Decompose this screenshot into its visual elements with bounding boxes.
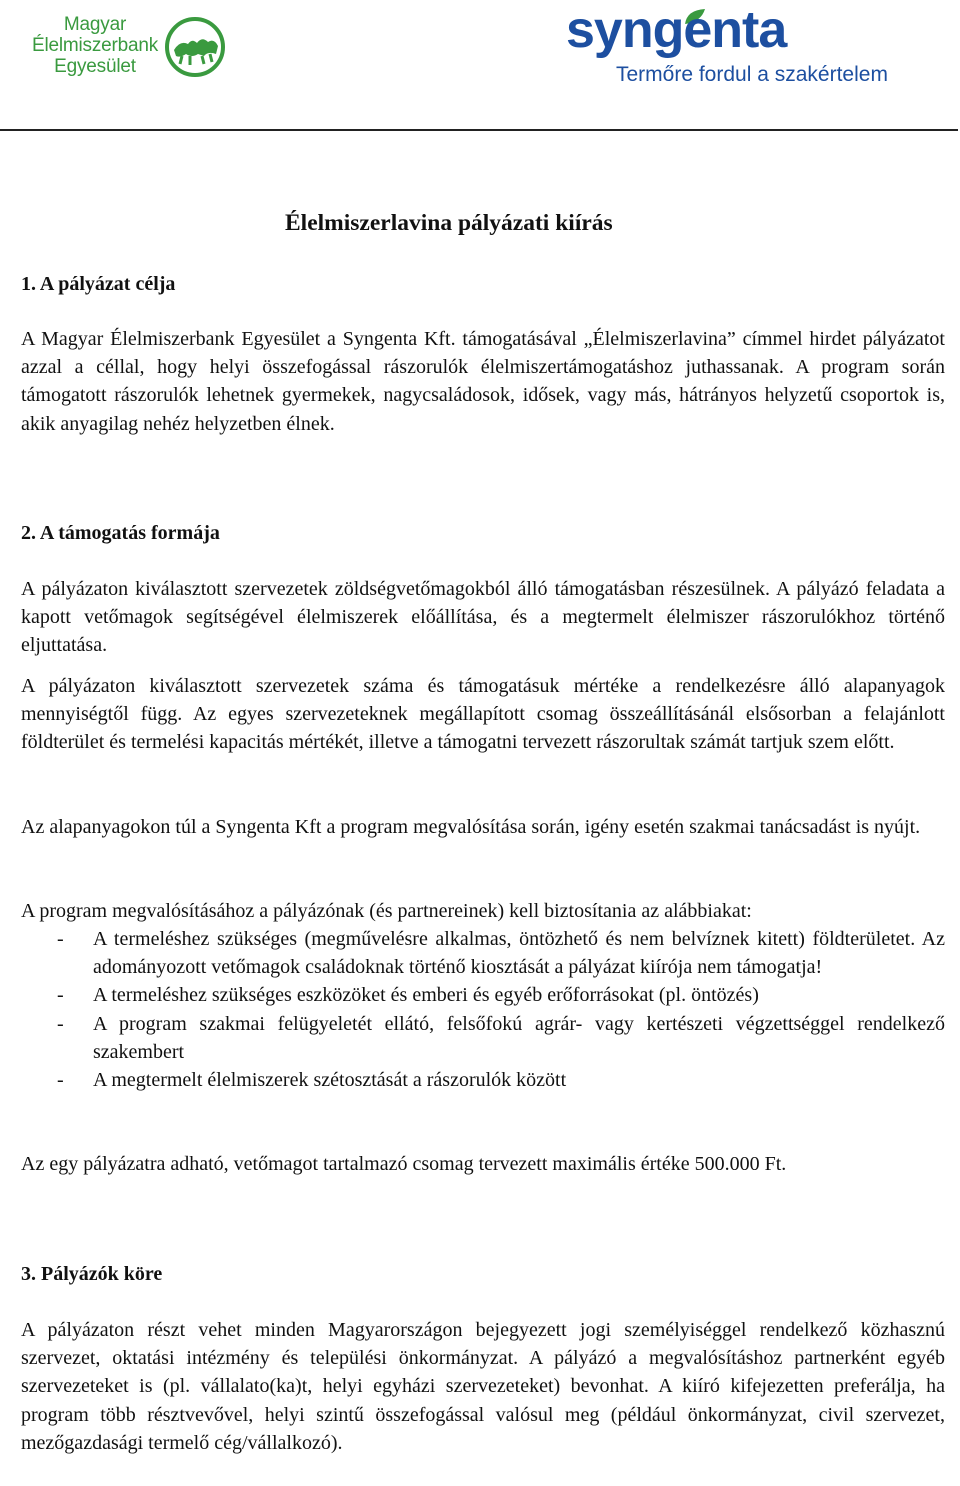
requirements-list — [21, 925, 945, 1094]
list-item: - A megtermelt élelmiszerek szétosztását a rászorulók között — [57, 1069, 567, 1092]
section-2-paragraph-4: A program megvalósításához a pályázónak (és partnereinek) kell biztosítania az alábbiakat: — [21, 900, 752, 922]
section-heading-3: 3. Pályázók köre — [21, 1263, 163, 1285]
section-3-paragraph: A pályázaton részt vehet minden Magyarországon bejegyezett jogi személyiséggel rendelkező közhasznú szervezet, oktatási intézmény és települési önkormányzat. A pályázó a megvalósításhoz partnerként egyéb szervezeteket is (pl. vállalato(ka)t, helyi egyházi szervezeteket) bevonhat. A kiíró kifejezetten preferálja, ha program több résztvevővel, helyi szintű összefogással valósul meg (például önkormányzat, civil szervezet, mezőgazdasági termelő cég/vállalkozó). — [21, 1319, 945, 1454]
logo-text: Magyar Élelmiszerbank Egyesület — [31, 14, 159, 77]
syngenta-logo — [566, 1, 946, 93]
section-2-closing: Az egy pályázatra adható, vetőmagot tartalmazó csomag tervezett maximális értéke 500.000 Ft. — [21, 1153, 787, 1175]
list-item: - A termeléshez szükséges eszközöket és emberi és egyéb erőforrásokat (pl. öntözés) — [57, 984, 759, 1007]
section-2-paragraph-3: Az alapanyagokon túl a Syngenta Kft a program megvalósítása során, igény esetén szakmai tanácsadást is nyújt. — [21, 816, 921, 838]
food-bank-emblem-icon — [164, 16, 226, 78]
list-item: - A program szakmai felügyeletét ellátó, felsőfokú agrár- vagy kertészeti végzettséggel rendelkező szakembert — [57, 1012, 945, 1063]
header-divider — [0, 129, 958, 131]
magyar-elelmiszerbank-logo — [30, 14, 240, 84]
section-1-paragraph: A Magyar Élelmiszerbank Egyesület a Syngenta Kft. támogatásával „Élelmiszerlavina” címmel hirdet pályázatot azzal a céllal, hogy helyi összefogással rászorulók élelmiszertámogatáshoz juthassanak. A program során támogatott rászorulók lehetnek gyermekek, nagycsaládosok, idősek, vagy más, hátrányos helyzetű csoportok is, akik anyagilag nehéz helyzetben élnek. — [21, 328, 945, 435]
section-2-paragraph-2: A pályázaton kiválasztott szervezetek száma és támogatásuk mértéke a rendelkezésre álló alapanyagok mennyiségtől függ. Az egyes szervezeteknek megállapított csomag összeállításánál elsősorban a felajánlott földterület és termelési kapacitás mértékét, illetve a támogatni tervezett rászorultak számát tartjuk szem előtt. — [21, 675, 945, 754]
list-item: - A termeléshez szükséges (megművelésre alkalmas, öntözhető és nem belvíznek kitett) földterületet. Az adományozott vetőmagok családoknak történő kiosztását a pályázat kiírója nem támogatja! — [57, 928, 945, 979]
syngenta-tagline: Termőre fordul a szakértelem — [616, 63, 888, 86]
section-heading-2: 2. A támogatás formája — [21, 522, 220, 544]
section-heading-1: 1. A pályázat célja — [21, 273, 176, 295]
page-header — [0, 0, 960, 132]
section-2-paragraph-1: A pályázaton kiválasztott szervezetek zöldségvetőmagokból álló támogatásban részesülnek. A pályázó feladata a kapott vetőmagok segítségével élelmiszerek előállítása, és a megtermelt élelmiszer rászorulókhoz történő eljuttatása. — [21, 578, 945, 657]
page-title: Élelmiszerlavina pályázati kiírás — [285, 210, 613, 236]
syngenta-wordmark: syngenta — [566, 1, 787, 59]
